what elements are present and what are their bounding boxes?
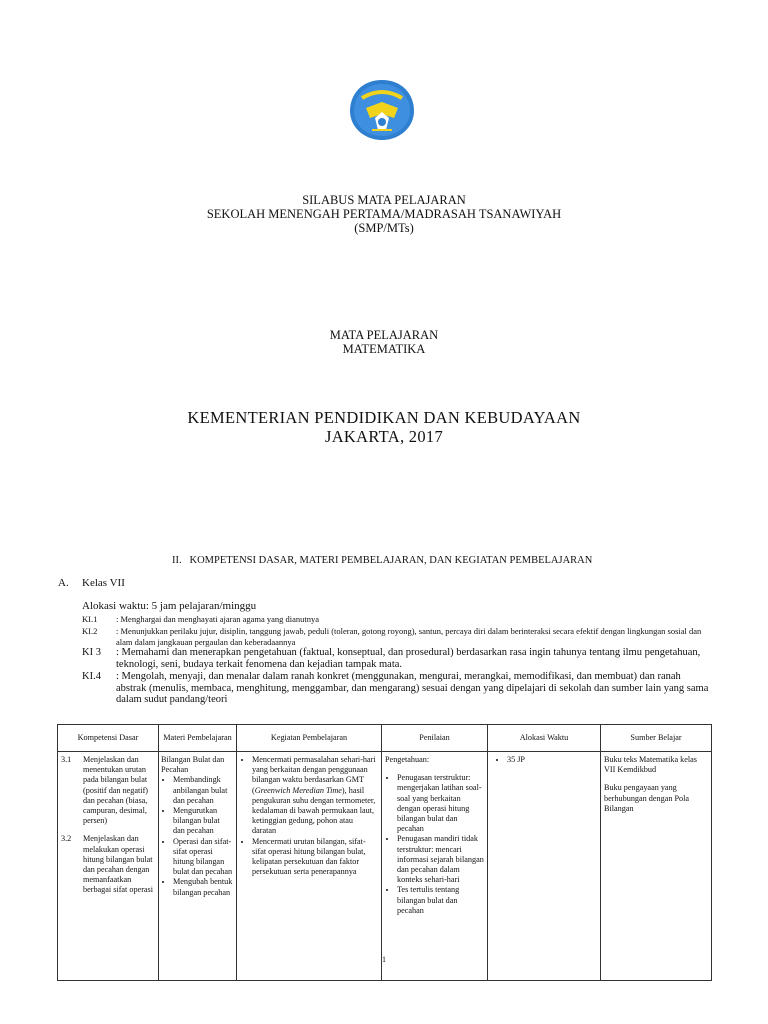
ki-item	[82, 671, 712, 706]
kd-number: 3.1	[61, 755, 72, 764]
list-item: • Tes tertulis tentang bilangan bulat dan pecahan	[397, 885, 484, 916]
list-item: • Operasi dan sifat-sifat operasi hitung bilangan bulat dan pecahan	[173, 837, 233, 878]
section-heading: II. KOMPETENSI DASAR, MATERI PEMBELAJARAN, DAN KEGIATAN PEMBELAJARAN	[172, 555, 593, 566]
syllabus-table	[57, 724, 712, 981]
class-label: A.	[58, 577, 69, 589]
ministry-title	[0, 408, 768, 446]
list-item: • Penugasan mandiri tidak terstruktur: mencari informasi sejarah bilangan dan pecahan dalam konteks sehari-hari	[397, 834, 484, 885]
column-header: Materi Pembelajaran	[159, 725, 237, 752]
kegiatan-cell	[237, 752, 382, 981]
ki-item	[82, 626, 712, 648]
column-header: Kompetensi Dasar	[58, 725, 159, 752]
alokasi-cell	[488, 752, 601, 981]
ki-code: KI.4	[82, 671, 101, 682]
materi-heading: Bilangan Bulat dan Pecahan	[161, 755, 225, 775]
class-name: Kelas VII	[82, 577, 125, 589]
list-item: • 35 JP	[507, 755, 597, 765]
kd-text: Menjelaskan dan menentukan urutan pada bilangan bulat (positif dan negatif) dan pecahan (biasa, campuran, desimal, persen)	[83, 755, 149, 826]
table-row	[58, 752, 712, 981]
kegiatan-text: ), hasil pengukuran suhu dengan termometer, kedalaman di bawah permukaan laut, ketinggian gedung, pohon atau daratan	[252, 785, 376, 836]
penilaian-cell	[382, 752, 488, 981]
kd-cell	[58, 752, 159, 981]
kd-item	[61, 834, 155, 895]
kegiatan-text: Mencermati urutan bilangan, sifat-sifat operasi hitung bilangan bulat, kelipatan persekutuan dan faktor persekutuan serta penerapannya	[252, 836, 366, 877]
kegiatan-italic: Greenwich Meredian Time	[254, 785, 342, 795]
ki-text: : Mengolah, menyaji, dan menalar dalam ranah konkret (menggunakan, mengurai, merangkai, memodifikasi, dan membuat) dan ranah abstrak (menulis, membaca, menghitung, menggambar, dan mengarang) sesuai dengan yang dipelajari di sekolah dan sumber lain yang sama dalam sudut pandang/teori	[116, 671, 709, 705]
kd-number: 3.2	[61, 834, 72, 844]
syllabus-title	[0, 193, 768, 235]
time-allocation: Alokasi waktu: 5 jam pelajaran/minggu	[82, 600, 257, 612]
subject-title	[0, 328, 768, 356]
ki-text: : Menunjukkan perilaku jujur, disiplin, tanggung jawab, peduli (toleran, gotong royong), santun, percaya diri dalam berinteraksi secara efektif dengan lingkungan sosial dan alam dalam jangkauan pergaulan dan keberadaannya	[116, 626, 702, 647]
ki-code: KI.1	[82, 614, 98, 624]
kegiatan-list	[240, 755, 378, 877]
title-line: SILABUS MATA PELAJARAN	[302, 193, 466, 207]
ki-text: : Memahami dan menerapkan pengetahuan (faktual, konseptual, dan prosedural) berdasarkan rasa ingin tahunya tentang ilmu pengetahuan, teknologi, seni, budaya terkait fenomena dan kejadian tampak mata.	[116, 647, 701, 670]
sumber-cell	[601, 752, 712, 981]
materi-cell	[159, 752, 237, 981]
column-header: Alokasi Waktu	[488, 725, 601, 752]
page-number: 1	[382, 955, 386, 964]
sumber-item: Buku pengayaan yang berhubungan dengan Pola Bilangan	[604, 783, 690, 813]
list-item: • Mengubah bentuk bilangan pecahan	[173, 877, 233, 897]
ki-code: KI 3	[82, 647, 101, 658]
materi-list	[161, 775, 233, 897]
title-line: (SMP/MTs)	[354, 221, 414, 235]
alokasi-list	[491, 755, 597, 765]
list-item: • Membandingk anbilangan bulat dan pecahan	[173, 775, 233, 806]
tut-wuri-handayani-logo-icon	[348, 78, 416, 142]
list-item	[252, 755, 378, 837]
penilaian-heading: Pengetahuan:	[385, 755, 430, 764]
column-header: Kegiatan Pembelajaran	[237, 725, 382, 752]
ki-item	[82, 647, 712, 670]
kd-text: Menjelaskan dan melakukan operasi hitung bilangan bulat dan pecahan dengan memanfaatkan berbagai sifat operasi	[83, 834, 154, 895]
subject-line: MATA PELAJARAN	[329, 328, 439, 342]
kegiatan-text: Mencermati permasalahan sehari-hari yang berkaitan dengan penggunaan bilangan waktu berdasarkan GMT (	[252, 755, 376, 795]
kd-item	[61, 755, 155, 826]
sumber-item: Buku teks Matematika kelas VII Kemdikbud	[604, 755, 697, 775]
table-header-row	[58, 725, 712, 752]
penilaian-list	[385, 773, 484, 916]
ministry-line: KEMENTERIAN PENDIDIKAN DAN KEBUDAYAAN	[187, 408, 581, 427]
ministry-line: JAKARTA, 2017	[324, 427, 443, 446]
class-heading	[58, 577, 125, 589]
ki-code: KI.2	[82, 626, 98, 636]
subject-line: MATEMATIKA	[342, 342, 426, 356]
ki-item	[82, 614, 712, 625]
title-line: SEKOLAH MENENGAH PERTAMA/MADRASAH TSANAWIYAH	[206, 207, 562, 221]
column-header: Sumber Belajar	[601, 725, 712, 752]
list-item	[252, 837, 378, 878]
list-item: • Penugasan terstruktur: mengerjakan latihan soal-soal yang berkaitan dengan operasi hitung bilangan bulat dan pecahan	[397, 773, 484, 834]
list-item: • Mengurutkan bilangan bulat dan pecahan	[173, 806, 233, 837]
column-header: Penilaian	[382, 725, 488, 752]
ki-text: : Menghargai dan menghayati ajaran agama yang dianutnya	[116, 614, 320, 624]
